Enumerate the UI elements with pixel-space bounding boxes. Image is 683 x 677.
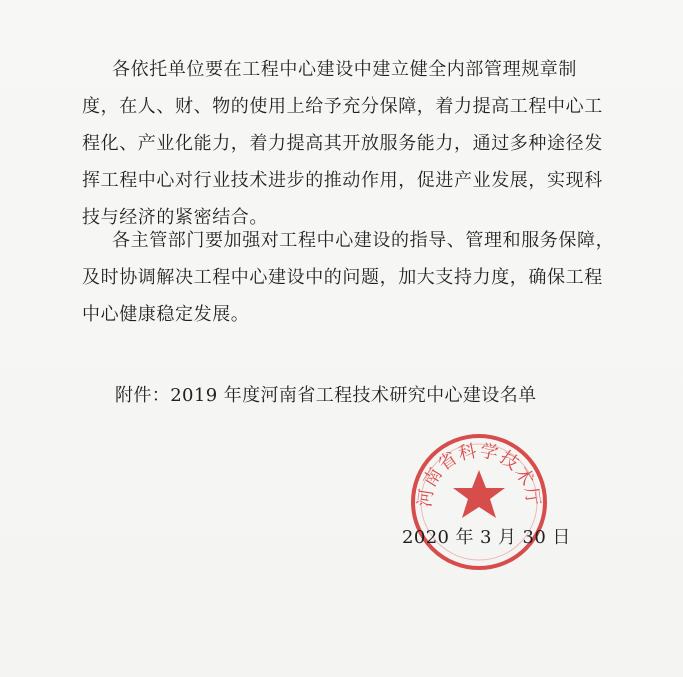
paragraph-2-line-1: 各主管部门要加强对工程中心建设的指导、管理和服务保障，	[112, 230, 615, 251]
official-seal	[404, 427, 554, 577]
paragraph-1-line-1: 各依托单位要在工程中心建设中建立健全内部管理规章制	[112, 59, 577, 80]
paragraph-2-line-3: 中心健康稳定发展。	[82, 304, 250, 325]
paragraph-1-line-5: 技与经济的紧密结合。	[82, 207, 268, 228]
paragraph-1-line-3: 程化、产业化能力，着力提高其开放服务能力，通过多种途径发	[82, 133, 603, 154]
issue-date: 2020 年 3 月 30 日	[402, 527, 571, 548]
paragraph-2-line-2: 及时协调解决工程中心建设中的问题，加大支持力度，确保工程	[82, 267, 603, 288]
paragraph-1-line-2: 度，在人、财、物的使用上给予充分保障，着力提高工程中心工	[82, 96, 603, 117]
attachment-line: 附件：2019 年度河南省工程技术研究中心建设名单	[115, 385, 537, 406]
stamp-text: 河南省科学技术厅	[414, 440, 544, 509]
paragraph-1-line-4: 挥工程中心对行业技术进步的推动作用，促进产业发展，实现科	[82, 170, 603, 191]
